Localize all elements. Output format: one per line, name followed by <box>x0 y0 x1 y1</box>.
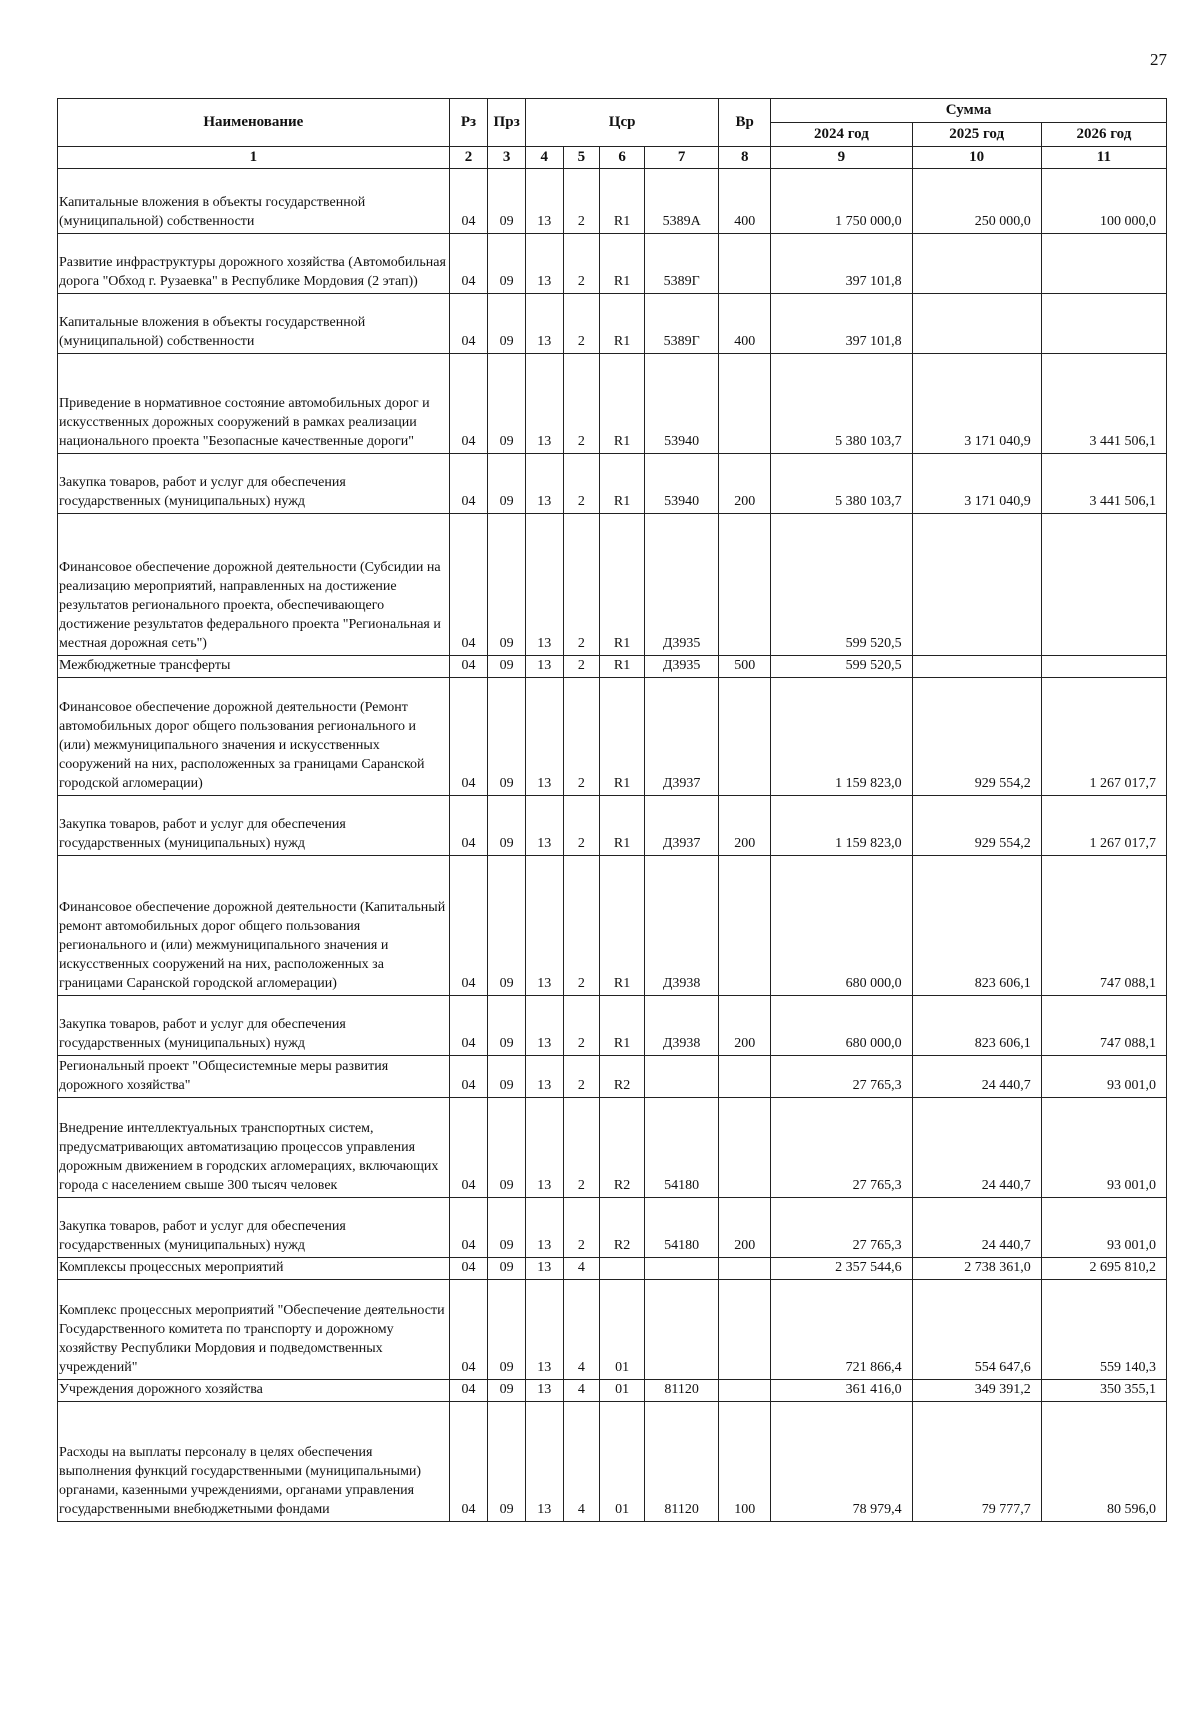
row-csr-part2: 2 <box>563 678 600 796</box>
row-rz: 04 <box>449 1258 488 1280</box>
row-sum-2026: 93 001,0 <box>1041 1098 1166 1198</box>
row-name: Внедрение интеллектуальных транспортных систем, предусматривающих автоматизацию процессов управления дорожным движением в городских агломерациях, включающих города с населением свыше 300 тысяч человек <box>58 1098 450 1198</box>
row-csr-part3: R1 <box>600 514 645 656</box>
row-rz: 04 <box>449 1402 488 1522</box>
row-sum-2025: 2 738 361,0 <box>912 1258 1041 1280</box>
row-rz: 04 <box>449 294 488 354</box>
row-csr-part2: 4 <box>563 1280 600 1380</box>
row-csr-part3: 01 <box>600 1380 645 1402</box>
row-sum-2024: 397 101,8 <box>771 234 912 294</box>
row-csr-part2: 4 <box>563 1380 600 1402</box>
column-number: 3 <box>488 147 526 169</box>
row-csr-part2: 2 <box>563 1098 600 1198</box>
row-sum-2026 <box>1041 514 1166 656</box>
row-csr-part4: 5389Г <box>644 234 718 294</box>
row-csr-part4: 54180 <box>644 1198 718 1258</box>
row-prz: 09 <box>488 454 526 514</box>
row-csr-part1: 13 <box>525 1380 563 1402</box>
row-csr-part4: Д3935 <box>644 656 718 678</box>
header-year-2026: 2026 год <box>1041 123 1166 147</box>
row-vr <box>719 856 771 996</box>
row-name: Закупка товаров, работ и услуг для обеспечения государственных (муниципальных) нужд <box>58 796 450 856</box>
row-sum-2026: 3 441 506,1 <box>1041 454 1166 514</box>
row-sum-2024: 27 765,3 <box>771 1198 912 1258</box>
row-csr-part4: Д3937 <box>644 678 718 796</box>
row-sum-2024: 397 101,8 <box>771 294 912 354</box>
row-csr-part3: R1 <box>600 354 645 454</box>
row-csr-part1: 13 <box>525 1280 563 1380</box>
row-sum-2024: 1 159 823,0 <box>771 678 912 796</box>
row-sum-2024: 680 000,0 <box>771 856 912 996</box>
column-number: 11 <box>1041 147 1166 169</box>
row-vr <box>719 1098 771 1198</box>
row-name: Капитальные вложения в объекты государственной (муниципальной) собственности <box>58 294 450 354</box>
row-sum-2026: 559 140,3 <box>1041 1280 1166 1380</box>
row-csr-part2: 2 <box>563 234 600 294</box>
header-rz: Рз <box>449 99 488 147</box>
row-name: Закупка товаров, работ и услуг для обеспечения государственных (муниципальных) нужд <box>58 996 450 1056</box>
header-name: Наименование <box>58 99 450 147</box>
row-csr-part4: Д3937 <box>644 796 718 856</box>
column-number: 9 <box>771 147 912 169</box>
row-csr-part3: 01 <box>600 1280 645 1380</box>
column-number: 4 <box>525 147 563 169</box>
row-sum-2025 <box>912 294 1041 354</box>
row-vr: 200 <box>719 796 771 856</box>
row-sum-2025: 79 777,7 <box>912 1402 1041 1522</box>
row-csr-part4 <box>644 1258 718 1280</box>
row-sum-2024: 2 357 544,6 <box>771 1258 912 1280</box>
row-sum-2026: 80 596,0 <box>1041 1402 1166 1522</box>
table-row <box>58 1380 1167 1402</box>
row-csr-part1: 13 <box>525 1258 563 1280</box>
row-csr-part4: 81120 <box>644 1402 718 1522</box>
row-sum-2025: 3 171 040,9 <box>912 354 1041 454</box>
row-csr-part3: R1 <box>600 294 645 354</box>
row-csr-part1: 13 <box>525 1056 563 1098</box>
row-csr-part1: 13 <box>525 996 563 1056</box>
row-rz: 04 <box>449 234 488 294</box>
table-row <box>58 796 1167 856</box>
row-rz: 04 <box>449 856 488 996</box>
row-sum-2026: 350 355,1 <box>1041 1380 1166 1402</box>
row-csr-part3: R1 <box>600 234 645 294</box>
row-csr-part2: 4 <box>563 1402 600 1522</box>
row-sum-2024: 680 000,0 <box>771 996 912 1056</box>
row-prz: 09 <box>488 169 526 234</box>
table-row <box>58 1098 1167 1198</box>
column-number-row <box>58 147 1167 169</box>
row-csr-part2: 2 <box>563 996 600 1056</box>
row-rz: 04 <box>449 796 488 856</box>
row-prz: 09 <box>488 996 526 1056</box>
row-sum-2024: 5 380 103,7 <box>771 354 912 454</box>
table-row <box>58 1280 1167 1380</box>
table-row <box>58 234 1167 294</box>
row-sum-2026: 1 267 017,7 <box>1041 678 1166 796</box>
table-row <box>58 1198 1167 1258</box>
row-vr: 200 <box>719 996 771 1056</box>
row-csr-part1: 13 <box>525 354 563 454</box>
row-csr-part4: 53940 <box>644 354 718 454</box>
row-sum-2026 <box>1041 234 1166 294</box>
row-csr-part4 <box>644 1280 718 1380</box>
row-vr: 200 <box>719 1198 771 1258</box>
table-row <box>58 514 1167 656</box>
row-sum-2025: 823 606,1 <box>912 856 1041 996</box>
row-rz: 04 <box>449 1280 488 1380</box>
row-sum-2026: 93 001,0 <box>1041 1056 1166 1098</box>
row-rz: 04 <box>449 169 488 234</box>
row-sum-2025: 554 647,6 <box>912 1280 1041 1380</box>
row-name: Финансовое обеспечение дорожной деятельности (Капитальный ремонт автомобильных дорог общего пользования регионального и (или) межмуниципального значения и искусственных сооружений на них, расположенных за границами Саранской городской агломерации) <box>58 856 450 996</box>
row-csr-part3: R1 <box>600 169 645 234</box>
row-name: Учреждения дорожного хозяйства <box>58 1380 450 1402</box>
row-csr-part3: R1 <box>600 996 645 1056</box>
row-csr-part1: 13 <box>525 1098 563 1198</box>
row-sum-2025: 823 606,1 <box>912 996 1041 1056</box>
row-name: Финансовое обеспечение дорожной деятельности (Субсидии на реализацию мероприятий, направленных на достижение результатов регионального проекта, обеспечивающего достижение результатов федерального проекта "Региональная и местная дорожная сеть") <box>58 514 450 656</box>
row-csr-part4: 53940 <box>644 454 718 514</box>
table-row <box>58 1402 1167 1522</box>
row-vr: 200 <box>719 454 771 514</box>
row-csr-part4: 54180 <box>644 1098 718 1198</box>
row-rz: 04 <box>449 1198 488 1258</box>
row-csr-part1: 13 <box>525 454 563 514</box>
row-prz: 09 <box>488 796 526 856</box>
row-prz: 09 <box>488 234 526 294</box>
row-vr <box>719 1056 771 1098</box>
header-year-2024: 2024 год <box>771 123 912 147</box>
row-csr-part3: R2 <box>600 1198 645 1258</box>
row-rz: 04 <box>449 996 488 1056</box>
row-vr: 500 <box>719 656 771 678</box>
row-sum-2026: 747 088,1 <box>1041 856 1166 996</box>
row-sum-2025: 349 391,2 <box>912 1380 1041 1402</box>
row-vr <box>719 678 771 796</box>
row-csr-part4 <box>644 1056 718 1098</box>
row-sum-2025: 24 440,7 <box>912 1198 1041 1258</box>
row-sum-2026 <box>1041 656 1166 678</box>
row-name: Приведение в нормативное состояние автомобильных дорог и искусственных дорожных сооружений в рамках реализации национального проекта "Безопасные качественные дороги" <box>58 354 450 454</box>
row-vr: 400 <box>719 294 771 354</box>
row-sum-2024: 1 159 823,0 <box>771 796 912 856</box>
row-vr <box>719 1380 771 1402</box>
row-prz: 09 <box>488 1280 526 1380</box>
row-name: Развитие инфраструктуры дорожного хозяйства (Автомобильная дорога "Обход г. Рузаевка" в Республике Мордовия (2 этап)) <box>58 234 450 294</box>
row-rz: 04 <box>449 678 488 796</box>
row-rz: 04 <box>449 1380 488 1402</box>
row-name: Комплексы процессных мероприятий <box>58 1258 450 1280</box>
row-sum-2024: 1 750 000,0 <box>771 169 912 234</box>
column-number: 2 <box>449 147 488 169</box>
row-csr-part4: 5389Г <box>644 294 718 354</box>
row-csr-part4: Д3935 <box>644 514 718 656</box>
row-csr-part2: 2 <box>563 454 600 514</box>
column-number: 8 <box>719 147 771 169</box>
row-sum-2025 <box>912 514 1041 656</box>
row-name: Закупка товаров, работ и услуг для обеспечения государственных (муниципальных) нужд <box>58 1198 450 1258</box>
row-sum-2025: 929 554,2 <box>912 678 1041 796</box>
header-sum: Сумма <box>771 99 1167 123</box>
row-sum-2024: 27 765,3 <box>771 1056 912 1098</box>
row-csr-part1: 13 <box>525 514 563 656</box>
table-row <box>58 1056 1167 1098</box>
row-vr: 100 <box>719 1402 771 1522</box>
row-sum-2026: 3 441 506,1 <box>1041 354 1166 454</box>
row-sum-2026: 100 000,0 <box>1041 169 1166 234</box>
row-vr <box>719 1280 771 1380</box>
row-sum-2024: 5 380 103,7 <box>771 454 912 514</box>
row-csr-part2: 2 <box>563 294 600 354</box>
row-csr-part1: 13 <box>525 234 563 294</box>
row-csr-part1: 13 <box>525 1198 563 1258</box>
row-prz: 09 <box>488 1380 526 1402</box>
row-csr-part3: R2 <box>600 1056 645 1098</box>
row-csr-part1: 13 <box>525 796 563 856</box>
row-rz: 04 <box>449 354 488 454</box>
table-row <box>58 996 1167 1056</box>
row-sum-2025: 24 440,7 <box>912 1098 1041 1198</box>
row-csr-part2: 2 <box>563 169 600 234</box>
table-row <box>58 1258 1167 1280</box>
row-csr-part3: R2 <box>600 1098 645 1198</box>
row-csr-part2: 2 <box>563 656 600 678</box>
header-vr: Вр <box>719 99 771 147</box>
row-csr-part3 <box>600 1258 645 1280</box>
row-vr <box>719 1258 771 1280</box>
row-name: Межбюджетные трансферты <box>58 656 450 678</box>
row-sum-2026: 93 001,0 <box>1041 1198 1166 1258</box>
row-sum-2026: 1 267 017,7 <box>1041 796 1166 856</box>
row-csr-part3: 01 <box>600 1402 645 1522</box>
header-csr: Цср <box>525 99 718 147</box>
row-prz: 09 <box>488 678 526 796</box>
row-sum-2024: 78 979,4 <box>771 1402 912 1522</box>
header-year-2025: 2025 год <box>912 123 1041 147</box>
row-csr-part2: 2 <box>563 1198 600 1258</box>
row-csr-part2: 2 <box>563 354 600 454</box>
row-csr-part1: 13 <box>525 1402 563 1522</box>
row-prz: 09 <box>488 1198 526 1258</box>
table-row <box>58 169 1167 234</box>
row-sum-2025: 24 440,7 <box>912 1056 1041 1098</box>
row-prz: 09 <box>488 1056 526 1098</box>
row-csr-part2: 2 <box>563 514 600 656</box>
row-csr-part3: R1 <box>600 856 645 996</box>
row-csr-part3: R1 <box>600 678 645 796</box>
table-row <box>58 656 1167 678</box>
row-sum-2024: 599 520,5 <box>771 656 912 678</box>
column-number: 1 <box>58 147 450 169</box>
row-prz: 09 <box>488 294 526 354</box>
row-csr-part1: 13 <box>525 169 563 234</box>
column-number: 7 <box>644 147 718 169</box>
row-prz: 09 <box>488 856 526 996</box>
row-vr <box>719 234 771 294</box>
row-rz: 04 <box>449 454 488 514</box>
row-rz: 04 <box>449 514 488 656</box>
budget-table <box>57 98 1167 1522</box>
row-prz: 09 <box>488 1098 526 1198</box>
row-sum-2025 <box>912 656 1041 678</box>
row-vr: 400 <box>719 169 771 234</box>
row-prz: 09 <box>488 656 526 678</box>
row-name: Закупка товаров, работ и услуг для обеспечения государственных (муниципальных) нужд <box>58 454 450 514</box>
page-number: 27 <box>1150 50 1167 69</box>
row-vr <box>719 354 771 454</box>
row-csr-part3: R1 <box>600 454 645 514</box>
row-csr-part2: 2 <box>563 1056 600 1098</box>
row-sum-2024: 721 866,4 <box>771 1280 912 1380</box>
row-csr-part3: R1 <box>600 796 645 856</box>
row-rz: 04 <box>449 656 488 678</box>
row-csr-part4: Д3938 <box>644 996 718 1056</box>
row-name: Комплекс процессных мероприятий "Обеспечение деятельности Государственного комитета по транспорту и дорожному хозяйству Республики Мордовия и подведомственных учреждений" <box>58 1280 450 1380</box>
row-sum-2026 <box>1041 294 1166 354</box>
row-sum-2026: 747 088,1 <box>1041 996 1166 1056</box>
row-name: Капитальные вложения в объекты государственной (муниципальной) собственности <box>58 169 450 234</box>
row-name: Региональный проект "Общесистемные меры развития дорожного хозяйства" <box>58 1056 450 1098</box>
column-number: 5 <box>563 147 600 169</box>
table-row <box>58 856 1167 996</box>
row-csr-part1: 13 <box>525 856 563 996</box>
row-csr-part1: 13 <box>525 656 563 678</box>
row-csr-part4: Д3938 <box>644 856 718 996</box>
row-rz: 04 <box>449 1056 488 1098</box>
row-csr-part1: 13 <box>525 678 563 796</box>
row-sum-2024: 361 416,0 <box>771 1380 912 1402</box>
row-name: Расходы на выплаты персоналу в целях обеспечения выполнения функций государственными (муниципальными) органами, казенными учреждениями, органами управления государственными внебюджетными фондами <box>58 1402 450 1522</box>
row-csr-part4: 5389А <box>644 169 718 234</box>
row-sum-2025: 929 554,2 <box>912 796 1041 856</box>
column-number: 6 <box>600 147 645 169</box>
header-prz: Прз <box>488 99 526 147</box>
table-row <box>58 354 1167 454</box>
table-row <box>58 454 1167 514</box>
table-row <box>58 678 1167 796</box>
row-sum-2024: 599 520,5 <box>771 514 912 656</box>
row-csr-part2: 2 <box>563 796 600 856</box>
row-csr-part3: R1 <box>600 656 645 678</box>
row-sum-2025: 250 000,0 <box>912 169 1041 234</box>
row-sum-2025: 3 171 040,9 <box>912 454 1041 514</box>
row-prz: 09 <box>488 1258 526 1280</box>
row-csr-part1: 13 <box>525 294 563 354</box>
row-prz: 09 <box>488 1402 526 1522</box>
row-name: Финансовое обеспечение дорожной деятельности (Ремонт автомобильных дорог общего пользования регионального и (или) межмуниципального значения и искусственных сооружений на них, расположенных за границами Саранской городской агломерации) <box>58 678 450 796</box>
row-vr <box>719 514 771 656</box>
row-prz: 09 <box>488 354 526 454</box>
row-csr-part2: 4 <box>563 1258 600 1280</box>
row-csr-part2: 2 <box>563 856 600 996</box>
row-csr-part4: 81120 <box>644 1380 718 1402</box>
row-prz: 09 <box>488 514 526 656</box>
column-number: 10 <box>912 147 1041 169</box>
row-rz: 04 <box>449 1098 488 1198</box>
row-sum-2024: 27 765,3 <box>771 1098 912 1198</box>
row-sum-2025 <box>912 234 1041 294</box>
table-row <box>58 294 1167 354</box>
row-sum-2026: 2 695 810,2 <box>1041 1258 1166 1280</box>
